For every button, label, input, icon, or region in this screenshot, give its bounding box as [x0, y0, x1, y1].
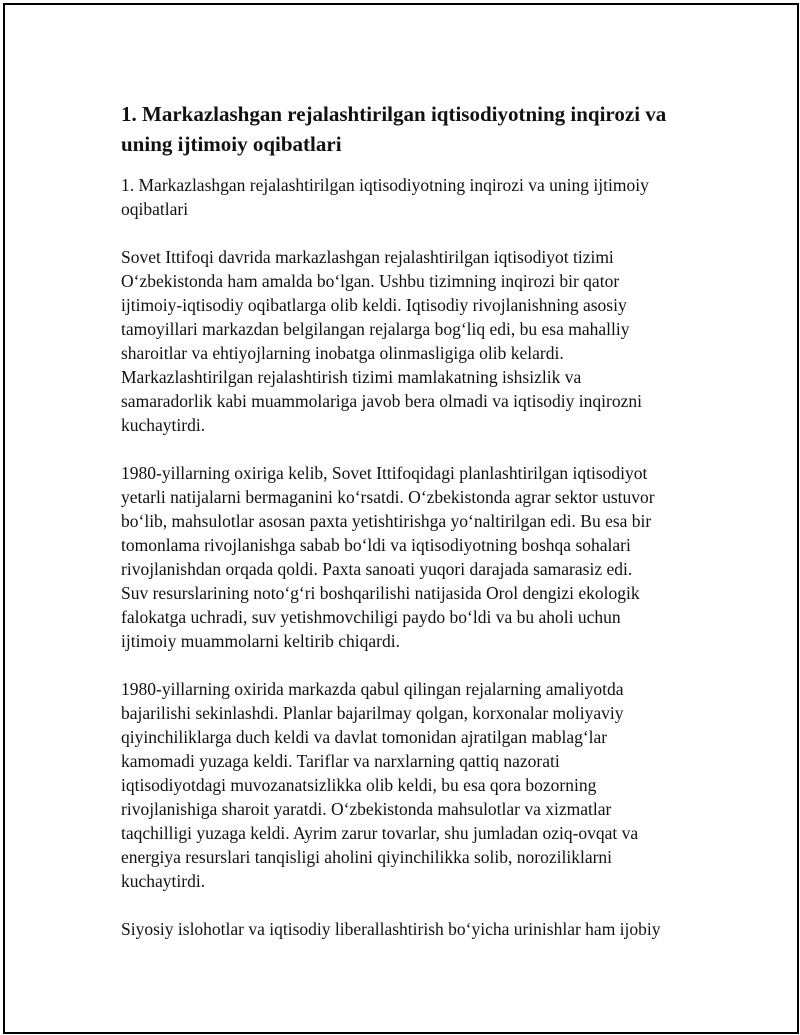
paragraph-1980s-results: 1980-yillarning oxiriga kelib, Sovet Ittifoqidagi planlashtirilgan iqtisodiyot yetarli natijalarni bermaganini ko‘rsatdi. O‘zbekistonda agrar sektor ustuvor bo‘lib, mahsulotlar asosan paxta yetishtirishga yo‘naltirilgan edi. Bu esa bir tomonlama rivojlanishga sabab bo‘ldi va iqtisodiyotning boshqa sohalari rivojlanishdan orqada qoldi. Paxta sanoati yuqori darajada samarasiz edi. Suv resurslarining noto‘g‘ri boshqarilishi natijasida Orol dengizi ekologik falokatga uchradi, suv yetishmovchiligi paydo bo‘ldi va bu aholi uchun ijtimoiy muammolarni keltirib chiqardi.: [121, 463, 655, 651]
paragraph-soviet-planning: Sovet Ittifoqi davrida markazlashgan rejalashtirilgan iqtisodiyot tizimi O‘zbekistonda ham amalda bo‘lgan. Ushbu tizimning inqirozi bir qator ijtimoiy-iqtisodiy oqibatlarga olib keldi. Iqtisodiy rivojlanishning asosiy tamoyillari markazdan belgilangan rejalarga bog‘liq edi, bu esa mahalliy sharoitlar va ehtiyojlarning inobatga olinmasligiga olib kelardi. Markazlashtirilgan rejalashtirish tizimi mamlakatning ishsizlik va samaradorlik kabi muammolariga javob bera olmadi va iqtisodiy inqirozni kuchaytirdi.: [121, 247, 642, 435]
paragraph-title-repeat: 1. Markazlashgan rejalashtirilgan iqtisodiyotning inqirozi va uning ijtimoiy oqibatlari: [121, 175, 649, 219]
paragraph-political-reforms: Siyosiy islohotlar va iqtisodiy liberallashtirish bo‘yicha urinishlar ham ijobiy: [121, 919, 661, 939]
paragraph-late-1980s-plans: 1980-yillarning oxirida markazda qabul qilingan rejalarning amaliyotda bajarilishi sekinlashdi. Planlar bajarilmay qolgan, korxonalar moliyaviy qiyinchiliklarga duch keldi va davlat tomonidan ajratilgan mablag‘lar kamomadi yuzaga keldi. Tariflar va narxlarning qattiq nazorati iqtisodiyotdagi muvozanatsizlikka olib keldi, bu esa qora bozorning rivojlanishiga sharoit yaratdi. O‘zbekistonda mahsulotlar va xizmatlar taqchilligi yuzaga keldi. Ayrim zarur tovarlar, shu jumladan oziq-ovqat va energiya resurslari tanqisligi aholini qiyinchilikka solib, noroziliklarni kuchaytirdi.: [121, 679, 639, 891]
page-frame: [3, 3, 799, 1034]
document-body: [121, 99, 701, 965]
document-heading: 1. Markazlashgan rejalashtirilgan iqtisodiyotning inqirozi va uning ijtimoiy oqibatlari: [121, 102, 667, 156]
